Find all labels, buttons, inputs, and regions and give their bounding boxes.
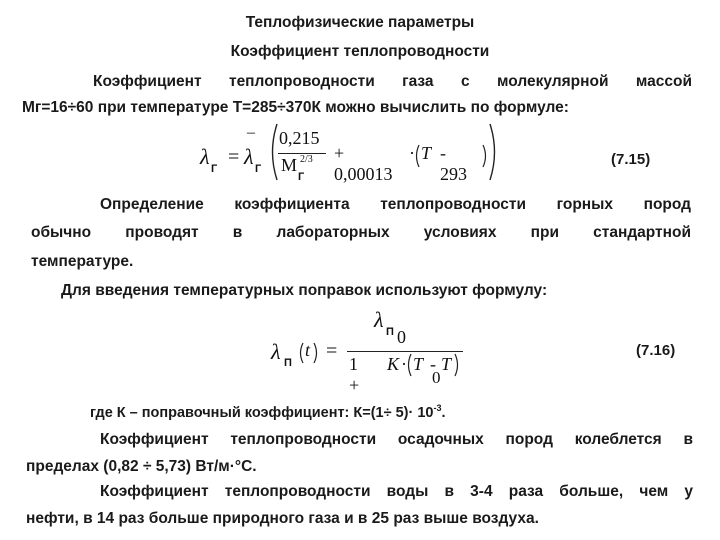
f2-den-paren-left — [405, 352, 413, 378]
f1-paren-right — [487, 122, 501, 182]
f1-T: T — [421, 143, 432, 163]
f1-small-paren-left — [413, 143, 421, 169]
f2-dot: · — [401, 354, 407, 374]
f1-bar: – — [247, 124, 255, 141]
f1-minus-293: - 293 — [440, 143, 467, 184]
f2-T0: T — [441, 354, 452, 374]
para5-line2: пределах (0,82 ÷ 5,73) Вт/м·°С. — [26, 458, 257, 475]
f2-t-arg: t — [305, 340, 311, 360]
para1-line1: Коэффициент теплопроводности газа с молекулярной массой — [93, 73, 692, 90]
f1-sub-g2: Г — [255, 163, 262, 175]
para2-line1: Определение коэффициента теплопроводности горных пород — [100, 196, 691, 213]
f1-den-sub: Г — [298, 171, 305, 183]
para6-line2: нефти, в 14 раз больше природного газа и в 25 раз выше воздуха. — [26, 510, 539, 527]
f1-plus-term: + 0,00013 — [334, 143, 393, 184]
f1-eq: = — [228, 146, 240, 168]
f2-sub-p: П — [284, 357, 292, 369]
f1-den-exp: 2/3 — [300, 154, 313, 165]
f2-num-sub0: 0 — [397, 327, 406, 347]
f2-num-lambda: λ — [374, 307, 384, 332]
para5-line1: Коэффициент теплопроводности осадочных пород колеблется в — [100, 431, 693, 448]
f1-dot: · — [409, 143, 415, 163]
para4-suffix: . — [441, 405, 446, 421]
f2-paren-right — [312, 341, 320, 365]
page-subtitle: Коэффициент теплопроводности — [230, 43, 490, 60]
para2-line3: температуре. — [31, 253, 134, 270]
para2-line2: обычно проводят в лабораторных условиях при стандартной — [31, 224, 691, 241]
f1-den-m: M — [281, 155, 298, 175]
f2-eq: = — [326, 340, 338, 362]
f2-T: T — [413, 354, 424, 374]
para3: Для введения температурных поправок используют формулу: — [61, 282, 548, 299]
page-title: Теплофизические параметры — [245, 14, 475, 31]
para6-line1: Коэффициент теплопроводности воды в 3-4 раза больше, чем у — [100, 483, 693, 500]
para4-prefix: где К – поправочный коэффициент: К=(1÷ 5)· 10 — [90, 405, 434, 421]
f2-minus: - — [430, 354, 436, 374]
para1-line2: Мг=16÷60 при температуре Т=285÷370К можно вычислить по формуле: — [22, 99, 569, 116]
f1-num: 0,215 — [279, 128, 320, 148]
para4-exponent: -3 — [433, 403, 442, 413]
f1-lambda: λ — [200, 144, 210, 169]
f2-K: K — [387, 354, 400, 374]
f2-den-paren-right — [453, 352, 461, 378]
equation-number-7-15: (7.15) — [611, 151, 651, 168]
f1-paren-left — [266, 122, 280, 182]
f2-den-one-plus: 1 + — [349, 354, 360, 395]
f2-lambda: λ — [271, 339, 281, 364]
f1-sub-g: Г — [211, 163, 218, 175]
para4 — [90, 403, 446, 421]
equation-number-7-16: (7.16) — [636, 342, 676, 359]
f2-T0-sub: 0 — [432, 368, 441, 387]
f2-num-sub-p: П — [386, 326, 394, 338]
f2-paren-left — [297, 341, 305, 365]
f1-lambda-bar: λ — [244, 144, 254, 169]
